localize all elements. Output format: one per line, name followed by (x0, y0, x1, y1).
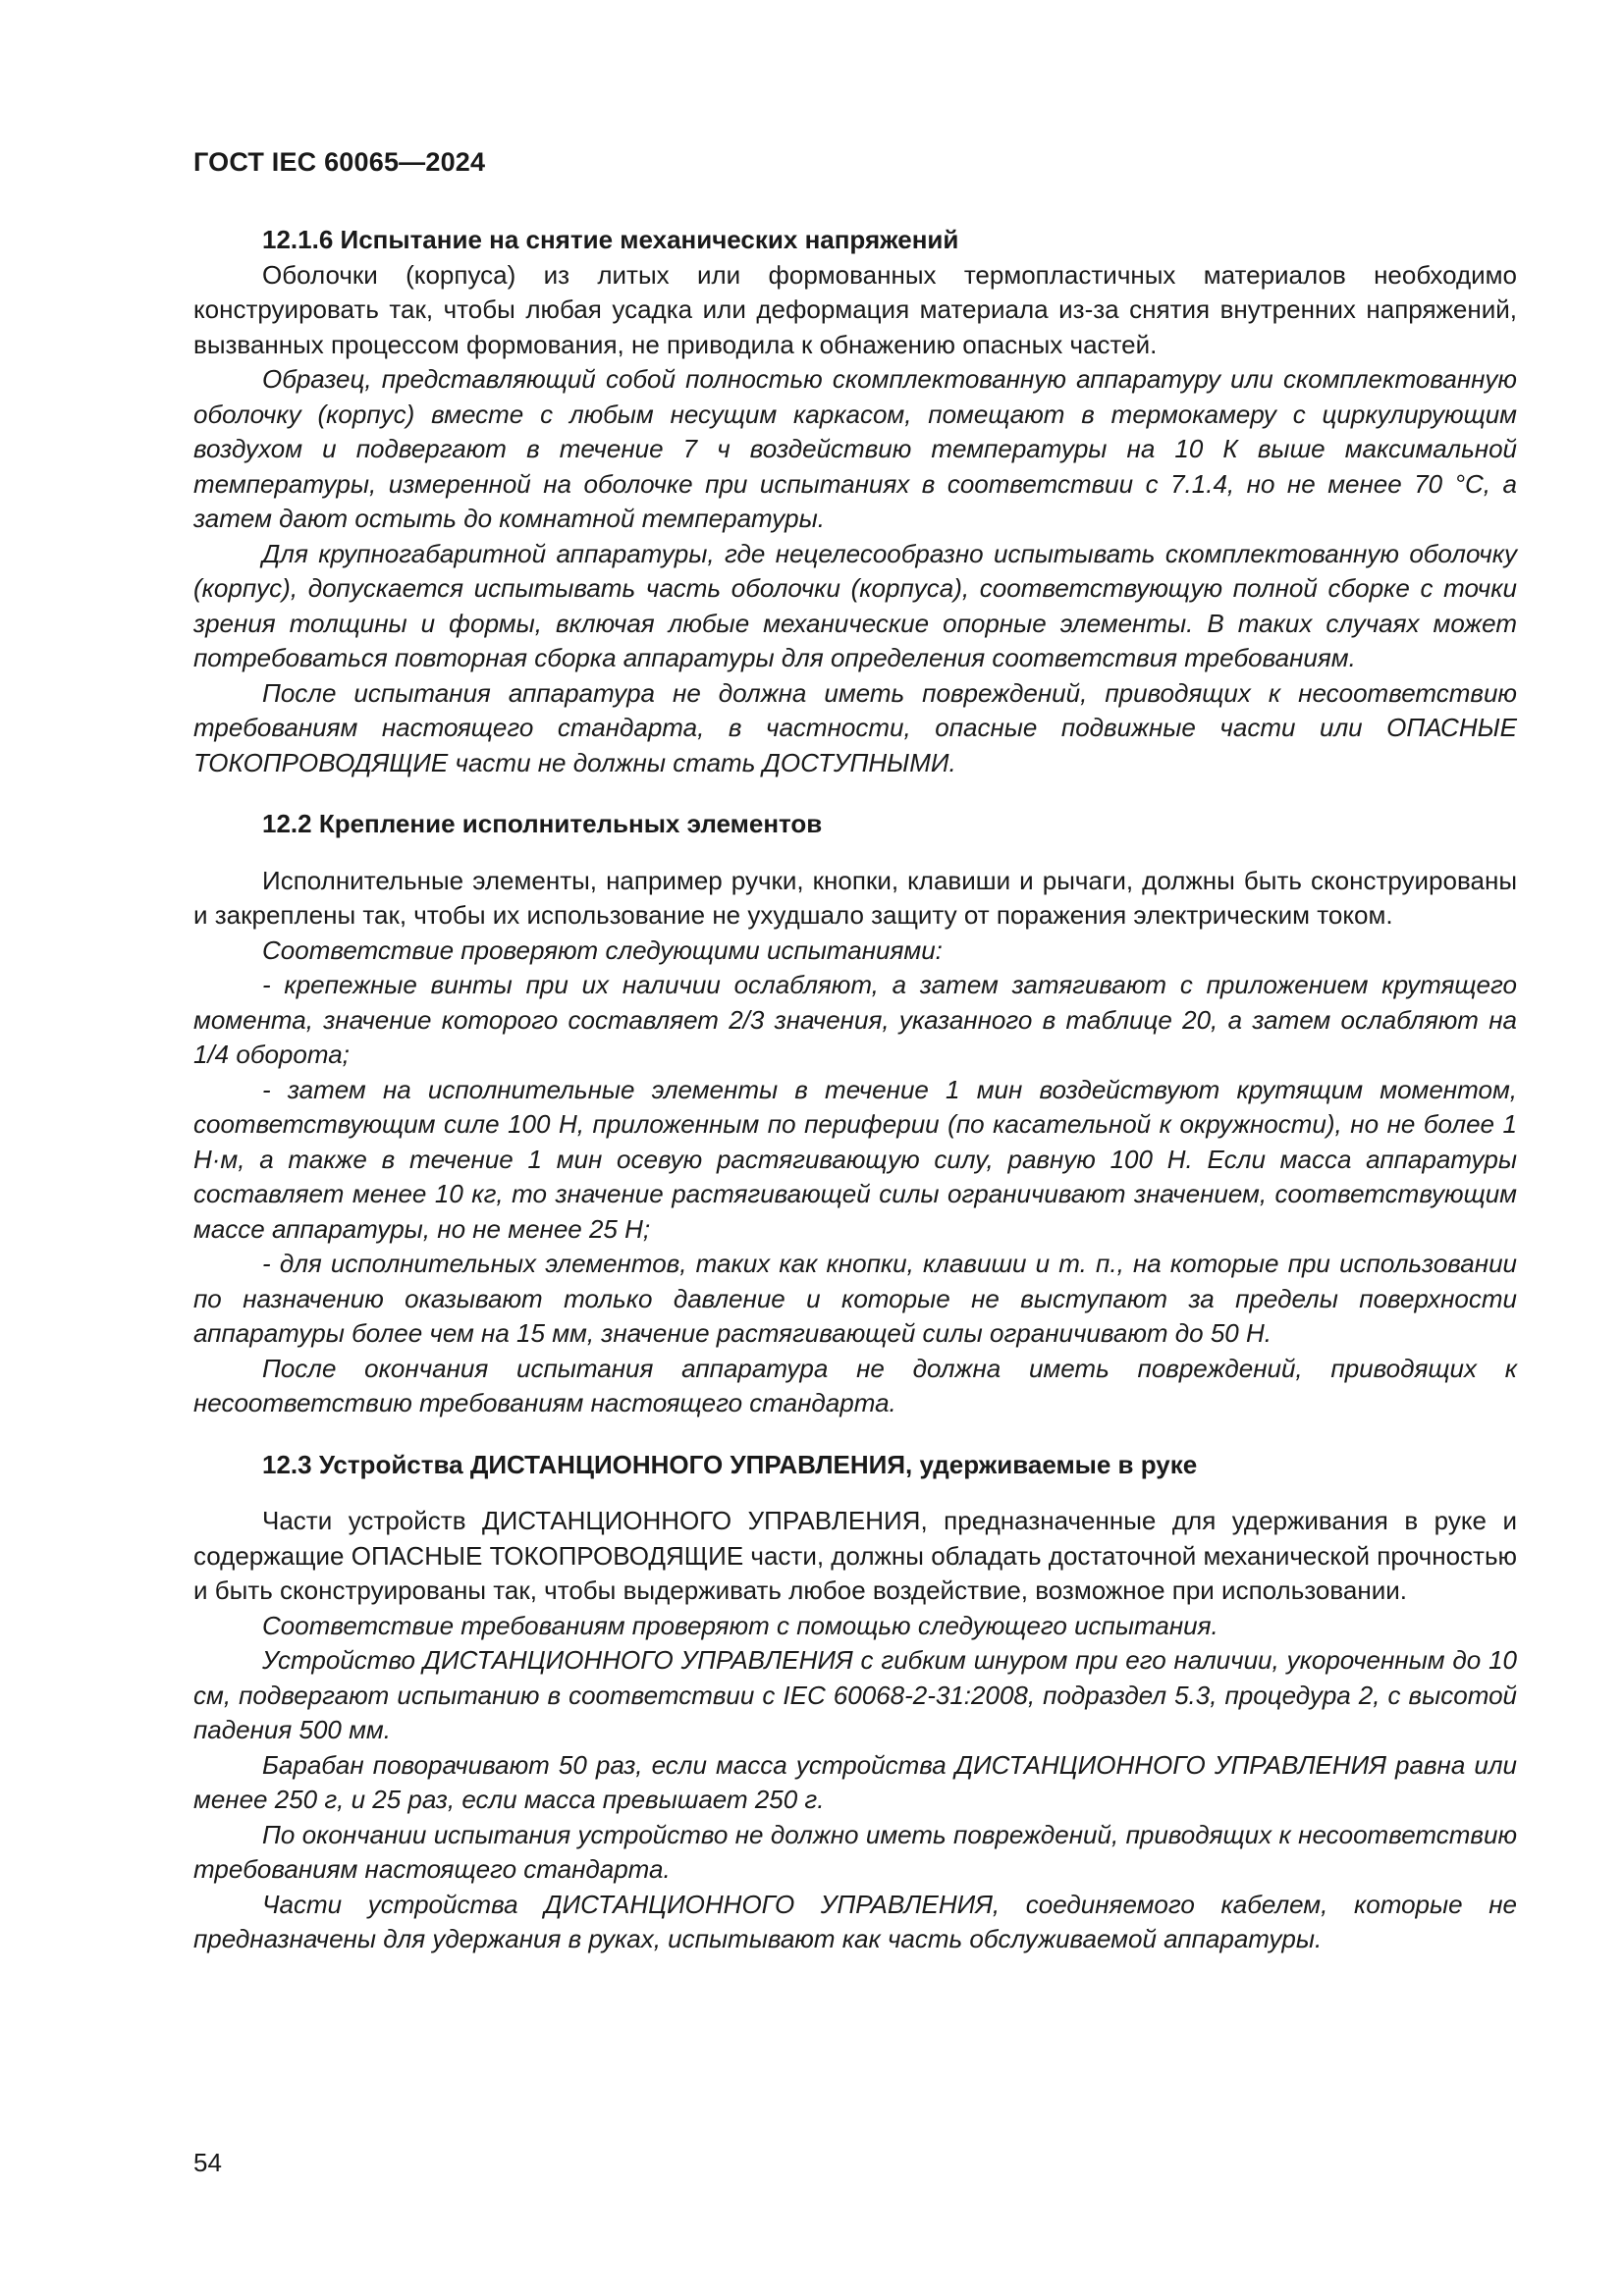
list-item: - затем на исполнительные элементы в течение 1 мин воздействуют крутящим моментом, соответствующим силе 100 Н, приложенным по периферии (по касательной к окружности), но не более 1 Н·м, а также в течение 1 мин осевую растягивающую силу, равную 100 Н. Если масса аппаратуры составляет менее 10 кг, то значение растягивающей силы ограничивают значением, соответствующим массе аппаратуры, но не менее 25 Н; (193, 1074, 1517, 1244)
standard-header: ГОСТ IEC 60065—2024 (193, 147, 486, 177)
paragraph: Соответствие требованиям проверяют с помощью следующего испытания. (262, 1610, 1218, 1640)
paragraph: Соответствие проверяют следующими испытаниями: (262, 934, 943, 965)
list-item: - для исполнительных элементов, таких как кнопки, клавиши и т. п., на которые при использовании по назначению оказывают только давление и которые не выступают за пределы поверхности аппаратуры более чем на 15 мм, значение растягивающей силы ограничивают до 50 Н. (193, 1249, 1517, 1348)
paragraph: По окончании испытания устройство не должно иметь повреждений, приводящих к несоответствию требованиям настоящего стандарта. (193, 1819, 1517, 1884)
paragraph: Исполнительные элементы, например ручки, кнопки, клавиши и рычаги, должны быть сконструированы и закреплены так, чтобы их использование не ухудшало защиту от поражения электрическим током. (193, 865, 1517, 930)
section-heading-12-3: 12.3 Устройства ДИСТАНЦИОННОГО УПРАВЛЕНИЯ, удерживаемые в руке (262, 1449, 1198, 1479)
paragraph: Части устройства ДИСТАНЦИОННОГО УПРАВЛЕНИЯ, соединяемого кабелем, которые не предназначены для удержания в руках, испытывают как часть обслуживаемой аппаратуры. (193, 1889, 1517, 1953)
paragraph: Образец, представляющий собой полностью скомплектованную аппаратуру или скомплектованную оболочку (корпус) вместе с любым несущим каркасом, помещают в термокамеру с циркулирующим воздухом и подвергают в течение 7 ч воздействию температуры на 10 К выше максимальной температуры, измеренной на оболочке при испытаниях в соответствии с 7.1.4, но не менее 70 °С, а затем дают остыть до комнатной температуры. (193, 364, 1517, 533)
paragraph: Барабан поворачивают 50 раз, если масса устройства ДИСТАНЦИОННОГО УПРАВЛЕНИЯ равна или менее 250 г, и 25 раз, если масса превышает 250 г. (193, 1749, 1517, 1814)
paragraph: Оболочки (корпуса) из литых или формованных термопластичных материалов необходимо конструировать так, чтобы любая усадка или деформация материала из-за снятия внутренних напряжений, вызванных процессом формования, не приводила к обнажению опасных частей. (193, 259, 1517, 359)
section-heading-12-1-6: 12.1.6 Испытание на снятие механических напряжений (262, 225, 959, 254)
paragraph: Части устройств ДИСТАНЦИОННОГО УПРАВЛЕНИЯ, предназначенные для удерживания в руке и содержащие ОПАСНЫЕ ТОКОПРОВОДЯЩИЕ части, должны обладать достаточной механической прочностью и быть сконструированы так, чтобы выдерживать любое воздействие, возможное при использовании. (193, 1506, 1517, 1605)
paragraph: Устройство ДИСТАНЦИОННОГО УПРАВЛЕНИЯ с гибким шнуром при его наличии, укороченным до 10 см, подвергают испытанию в соответствии с IEC 60068-2-31:2008, подраздел 5.3, процедура 2, с высотой падения 500 мм. (193, 1645, 1517, 1744)
paragraph: После окончания испытания аппаратура не должна иметь повреждений, приводящих к несоответствию требованиям настоящего стандарта. (193, 1353, 1517, 1417)
page-number: 54 (193, 2148, 222, 2177)
list-item: - крепежные винты при их наличии ослабляют, а затем затягивают с приложением крутящего момента, значение которого составляет 2/3 значения, указанного в таблице 20, а затем ослабляют на 1/4 оборота; (193, 970, 1517, 1069)
section-heading-12-2: 12.2 Крепление исполнительных элементов (262, 809, 823, 838)
document-body (193, 223, 1517, 1957)
paragraph: После испытания аппаратура не должна иметь повреждений, приводящих к несоответствию требованиям настоящего стандарта, в частности, опасные подвижные части или ОПАСНЫЕ ТОКОПРОВОДЯЩИЕ части не должны стать ДОСТУПНЫМИ. (193, 677, 1517, 777)
paragraph: Для крупногабаритной аппаратуры, где нецелесообразно испытывать скомплектованную оболочку (корпус), допускается испытывать часть оболочки (корпуса), соответствующую полной сборке с точки зрения толщины и формы, включая любые механические опорные элементы. В таких случаях может потребоваться повторная сборка аппаратуры для определения соответствия требованиям. (193, 538, 1517, 672)
